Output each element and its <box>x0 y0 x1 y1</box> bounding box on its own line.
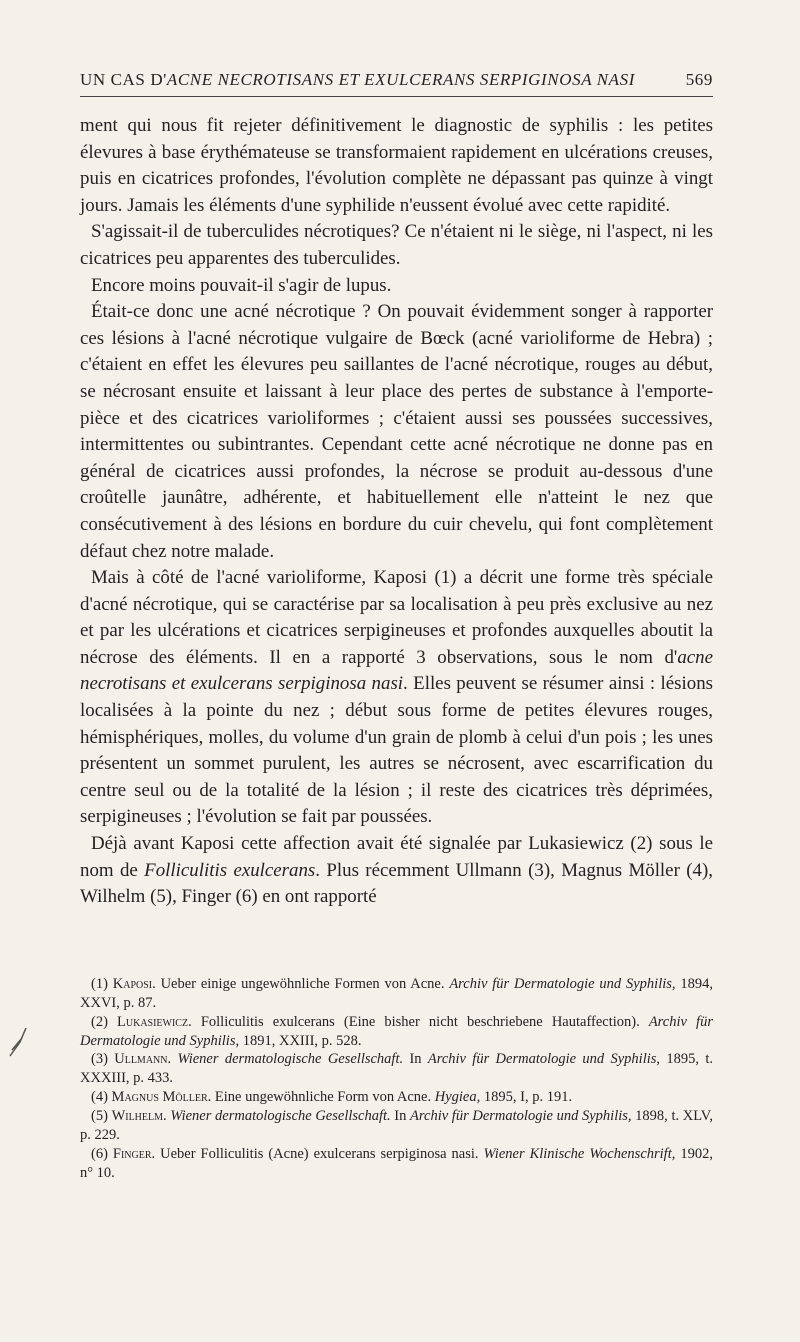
footnote <box>80 1088 713 1107</box>
footnote-number: (2) <box>91 1013 118 1030</box>
footnote-journal: Archiv für Dermatologie und Syphilis, <box>410 1108 632 1125</box>
paragraph-5-italic: acne necrotisans et exulcerans serpiginosa nasi <box>80 646 713 695</box>
footnote-text: Folliculitis exulcerans (Eine bisher nicht beschriebene Hautaffection). <box>191 1013 649 1030</box>
paragraph-6-italic: Folliculitis exulcerans <box>144 859 316 881</box>
footnote-journal: Hygiea, <box>434 1089 481 1106</box>
paragraph-5-part-a: Mais à côté de l'acné varioliforme, Kaposi (1) a décrit une forme très spéciale d'acné nécrotique, qui se caractérise par sa localisation à peu près exclusive au nez et par les ulcérations et cicatrices serpigineuses et profondes auxquelles aboutit la nécrose des éléments. Il en a rapporté 3 observations, sous le nom d' <box>80 567 713 668</box>
running-title-prefix: UN CAS D' <box>80 70 167 89</box>
footnote-journal: Wiener dermatologische Gesellschaft. <box>177 1051 404 1068</box>
footnote-ref: 1895, I, p. 191. <box>480 1089 573 1106</box>
paragraph-6-part-a: Déjà avant Kaposi cette affection avait été signalée par Lukasiewicz (2) sous le nom de <box>80 833 713 881</box>
page-number: 569 <box>685 70 713 89</box>
footnote-ref: 1902, n° 10. <box>80 1145 713 1181</box>
footnote-number: (4) <box>91 1089 112 1106</box>
paragraph-5 <box>80 565 713 831</box>
footnote-author: Wilhelm. <box>111 1108 167 1125</box>
footnote-ref: 1891, XXIII, p. 528. <box>239 1032 362 1049</box>
footnote-journal: Archiv für Dermatologie und Syphilis, <box>427 1051 661 1068</box>
running-title <box>80 70 635 90</box>
footnote-author: Kaposi. <box>112 975 156 992</box>
paragraph-5-part-c: . Elles peuvent se résumer ainsi : lésions localisées à la pointe du nez ; début sous forme de petites élevures rouges, hémisphériques, molles, du volume d'un grain de plomb à celui d'un pois ; les unes présentent un sommet purulent, les autres se nécrosent, avec escarrification du centre seul ou de la totalité de la lésion ; il reste des cicatrices très déprimées, serpigineuses ; l'évolution se fait par poussées. <box>80 673 713 828</box>
paragraph-6-part-c: . Plus récemment Ullmann (3), Magnus Möller (4), Wilhelm (5), Finger (6) en ont rapporté <box>80 859 713 908</box>
paragraph-2: S'agissait-il de tuberculides nécrotiques? Ce n'étaient ni le siège, ni l'aspect, ni les cicatrices peu apparentes des tuberculides. <box>80 221 713 269</box>
footnote-number: (1) <box>91 975 113 992</box>
footnote-number: (3) <box>91 1051 115 1068</box>
footnote-text: Eine ungewöhnliche Form von Acne. <box>211 1089 435 1106</box>
footnote-ref: 1898, t. XLV, p. 229. <box>80 1108 713 1144</box>
footnote <box>80 975 713 1013</box>
footnote-text: Ueber einige ungewöhnliche Formen von Acne. <box>155 975 450 992</box>
running-title-italic: ACNE NECROTISANS ET EXULCERANS SERPIGINOSA NASI <box>166 70 636 89</box>
footnote-author: Magnus Möller. <box>111 1089 212 1106</box>
paragraph-3: Encore moins pouvait-il s'agir de lupus. <box>91 274 392 296</box>
footnote-journal: Archiv für Dermatologie und Syphilis, <box>449 975 676 992</box>
footnote-author: Ullmann. <box>114 1051 172 1068</box>
footnote-author: Finger. <box>112 1145 156 1162</box>
footnote-journal: Archiv für Dermatologie und Syphilis, <box>80 1013 713 1049</box>
footnote-journal: Wiener dermatologische Gesellschaft. <box>170 1108 391 1125</box>
running-header <box>80 70 713 97</box>
page <box>80 70 713 1183</box>
footnote <box>80 1013 713 1051</box>
paragraph-6 <box>80 831 713 911</box>
footnote <box>80 1145 713 1183</box>
footnote-ref: 1894, XXVI, p. 87. <box>80 975 713 1011</box>
footnote-author: Lukasiewicz. <box>117 1013 192 1030</box>
pencil-mark-icon <box>6 1020 32 1060</box>
footnote-text: In <box>403 1051 428 1068</box>
footnote-number: (5) <box>91 1108 112 1125</box>
paragraph-1: ment qui nous fit rejeter définitivement le diagnostic de syphilis : les petites élevures à base érythémateuse se transformaient rapidement en ulcérations creuses, puis en cicatrices profondes, l'évolution complète ne dépassant pas quinze à vingt jours. Jamais les éléments d'une syphilide n'eussent évolué avec cette rapidité. <box>80 115 713 216</box>
footnotes <box>80 975 713 1183</box>
footnote <box>80 1107 713 1145</box>
footnote <box>80 1050 713 1088</box>
footnote-text: In <box>390 1108 411 1125</box>
footnote-number: (6) <box>91 1145 113 1162</box>
body-text <box>80 113 713 911</box>
paragraph-4: Était-ce donc une acné nécrotique ? On pouvait évidemment songer à rapporter ces lésions à l'acné nécrotique vulgaire de Bœck (acné varioliforme de Hebra) ; c'étaient en effet les élevures peu saillantes de l'acné nécrotique, rouges au début, se nécrosant ensuite et laissant à leur place des pertes de substance à l'emporte-pièce et des cicatrices varioliformes ; c'étaient aussi ses poussées successives, intermittentes ou subintrantes. Cependant cette acné nécrotique ne donne pas en général de cicatrices aussi profondes, la nécrose se produit au-dessous d'une croûtelle jaunâtre, adhérente, et habituellement elle n'atteint le nez que consécutivement à des lésions en bordure du cuir chevelu, qui font complètement défaut chez notre malade. <box>80 301 713 562</box>
footnote-text: Ueber Folliculitis (Acne) exulcerans serpiginosa nasi. <box>155 1145 484 1162</box>
footnote-ref: 1895, t. XXXIII, p. 433. <box>80 1051 713 1087</box>
footnote-journal: Wiener Klinische Wochenschrift, <box>483 1145 676 1162</box>
